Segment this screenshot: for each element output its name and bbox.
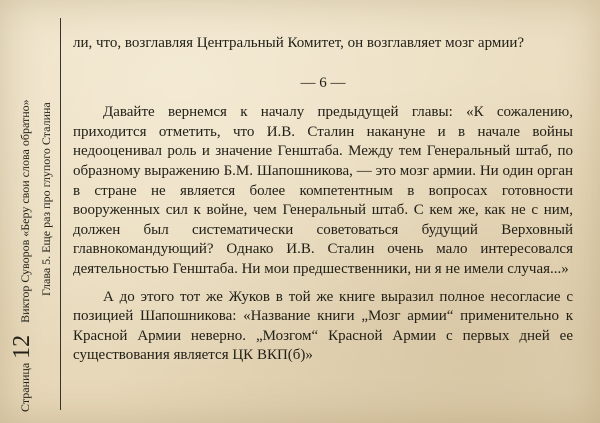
margin-rule bbox=[60, 18, 61, 410]
paragraph-1: Давайте вернемся к началу предыдущей главы: «К сожалению, приходится отметить, что И.В. Сталин накануне и в начале войны недооценивал роль и значение Генштаба. Между тем Генеральный штаб, по образному выражению Б.М. Шапошникова, — это мозг армии. Ни один орган в стране не является более компетентным в вопросах готовности вооруженных сил к войне, чем Генеральный штаб. С кем же, как не с ним, должен был систематически советоваться будущий Верховный главнокомандующий? Однако И.В. Сталин очень мало интересовался деятельностью Генштаба. Ни мои предшественники, ни я не имели случая...» bbox=[73, 104, 573, 277]
paragraph-2: А до этого тот же Жуков в той же книге выразил полное несогласие с позицией Шапошникова: «Название книги „Мозг армии“ применительно к Красной Армии неверно. „Мозгом“ Красной Армии с первых дней ее существования является ЦК ВКП(б)» bbox=[73, 288, 573, 364]
main-text bbox=[73, 34, 573, 366]
page-number: 12 bbox=[9, 334, 35, 359]
continuation-line: ли, что, возглавляя Центральный Комитет, он возглавляет мозг армии? bbox=[73, 35, 525, 51]
chapter-title: Глава 5. Еще раз про глупого Сталина bbox=[39, 102, 53, 296]
side-header-rotated bbox=[11, 7, 54, 412]
section-number: — 6 — bbox=[300, 74, 346, 91]
page-label: Страница bbox=[18, 362, 32, 412]
side-header bbox=[0, 0, 62, 423]
side-header-row bbox=[11, 7, 33, 412]
book-title: Виктор Суворов «Беру свои слова обратно» bbox=[18, 99, 32, 323]
